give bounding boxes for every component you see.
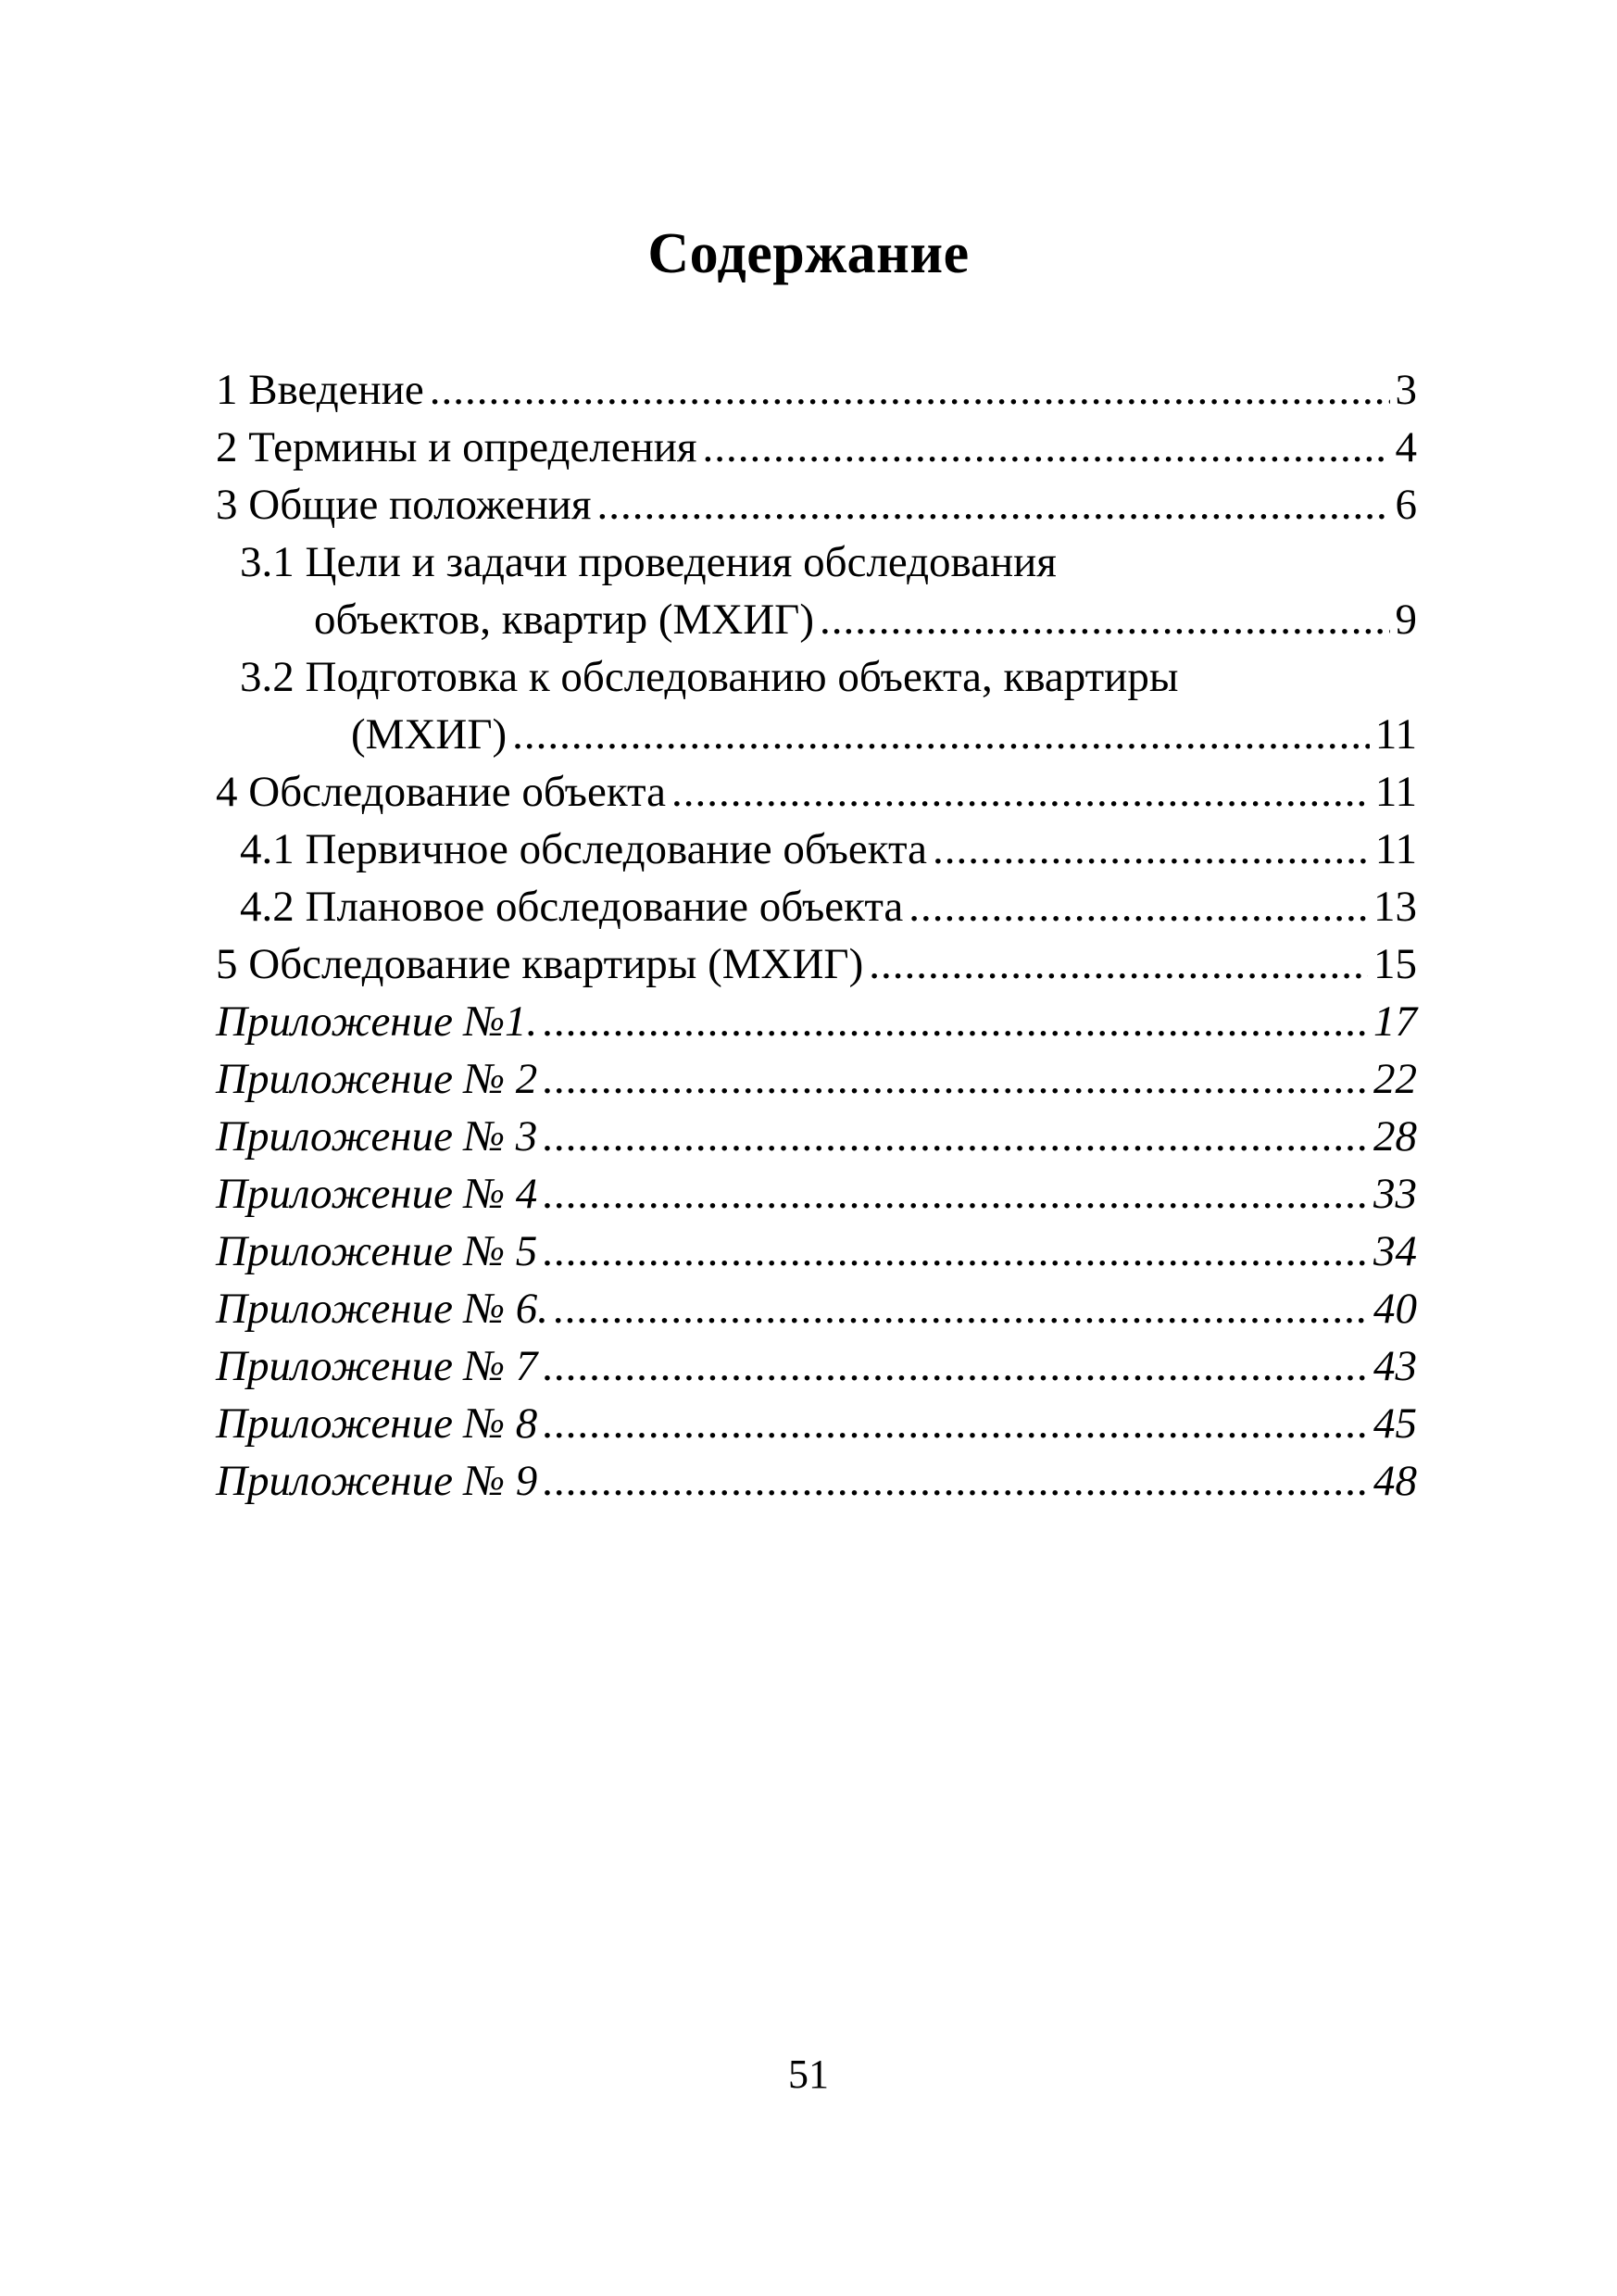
toc-entry-label: Приложение № 8 [216,1399,538,1448]
toc-entry-appendix-3[interactable] [216,1108,1417,1165]
toc-entry-page: 33 [1373,1170,1417,1218]
toc-entry-label: Приложение № 5 [216,1227,538,1275]
toc-entry-page: 43 [1373,1342,1417,1390]
toc-entry-appendix-6[interactable] [216,1280,1417,1337]
toc-entry-label: Приложение № 3 [216,1112,538,1161]
toc-entry-page: 9 [1395,596,1417,644]
toc-entry-label: 2 Термины и определения [216,423,697,471]
toc-entry-label: 5 Обследование квартиры (МХИГ) [216,940,864,988]
toc-entry-4-1[interactable] [216,821,1417,878]
toc-entry-label: Приложение № 7 [216,1342,538,1390]
toc-entry-page: 11 [1374,768,1417,816]
toc-leader-dots [543,1395,1368,1452]
page-number: 51 [788,2051,829,2097]
toc-entry-label: Приложение № 4 [216,1170,538,1218]
toc-leader-dots [869,935,1368,993]
toc-entry-appendix-8[interactable] [216,1395,1417,1452]
toc-leader-dots [820,591,1390,648]
toc-entry-page: 28 [1373,1112,1417,1161]
table-of-contents [216,361,1417,1510]
toc-entry-appendix-9[interactable] [216,1452,1417,1510]
toc-entry-apartment-survey[interactable] [216,935,1417,993]
toc-entry-3-1-line-1[interactable] [216,533,1417,591]
toc-entry-page: 11 [1374,710,1417,759]
toc-entry-introduction[interactable] [216,361,1417,419]
toc-entry-page: 15 [1373,940,1417,988]
toc-entry-label: 4 Обследование объекта [216,768,667,816]
toc-entry-3-1-line-2[interactable] [216,591,1417,648]
toc-entry-label: (МХИГ) [351,710,508,759]
toc-entry-page: 48 [1373,1457,1417,1505]
toc-entry-label: Приложение № 2 [216,1055,538,1103]
toc-leader-dots [543,1165,1368,1223]
toc-leader-dots [543,1452,1368,1510]
toc-leader-dots [703,419,1390,476]
toc-leader-dots [597,476,1390,533]
toc-entry-terms[interactable] [216,419,1417,476]
toc-entry-label: 3 Общие положения [216,481,592,529]
toc-leader-dots [430,361,1390,419]
toc-entry-page: 45 [1373,1399,1417,1448]
toc-entry-page: 22 [1373,1055,1417,1103]
toc-entry-label: 4.1 Первичное обследование объекта [240,825,927,873]
toc-entry-page: 3 [1395,366,1417,414]
toc-leader-dots [543,993,1368,1050]
toc-entry-appendix-7[interactable] [216,1337,1417,1395]
toc-leader-dots [554,1280,1368,1337]
toc-entry-page: 34 [1373,1227,1417,1275]
toc-entry-object-survey[interactable] [216,763,1417,821]
toc-leader-dots [543,1223,1368,1280]
toc-leader-dots [543,1050,1368,1108]
toc-entry-appendix-2[interactable] [216,1050,1417,1108]
toc-leader-dots [543,1108,1368,1165]
toc-leader-dots [671,763,1370,821]
toc-leader-dots [933,821,1370,878]
toc-entry-page: 17 [1373,997,1417,1046]
toc-entry-page: 40 [1373,1285,1417,1333]
toc-entry-label: 3.1 Цели и задачи проведения обследования [240,538,1057,586]
toc-leader-dots [909,878,1368,935]
toc-entry-appendix-5[interactable] [216,1223,1417,1280]
toc-entry-appendix-1[interactable] [216,993,1417,1050]
toc-entry-label: Приложение № 6. [216,1285,549,1333]
toc-entry-page: 11 [1374,825,1417,873]
toc-entry-general[interactable] [216,476,1417,533]
toc-entry-4-2[interactable] [216,878,1417,935]
toc-entry-label: Приложение № 9 [216,1457,538,1505]
toc-entry-appendix-4[interactable] [216,1165,1417,1223]
toc-entry-page: 6 [1395,481,1417,529]
toc-entry-label: 1 Введение [216,366,424,414]
toc-entry-page: 13 [1373,883,1417,931]
toc-entry-label: 3.2 Подготовка к обследованию объекта, квартиры [240,653,1179,701]
toc-entry-label: 4.2 Плановое обследование объекта [240,883,904,931]
toc-entry-page: 4 [1395,423,1417,471]
toc-entry-label: объектов, квартир (МХИГ) [314,596,814,644]
toc-leader-dots [512,706,1370,763]
page-title: Содержание [647,222,970,285]
toc-leader-dots [543,1337,1368,1395]
toc-entry-label: Приложение №1. [216,997,538,1046]
toc-entry-3-2-line-1[interactable] [216,648,1417,706]
toc-entry-3-2-line-2[interactable] [216,706,1417,763]
